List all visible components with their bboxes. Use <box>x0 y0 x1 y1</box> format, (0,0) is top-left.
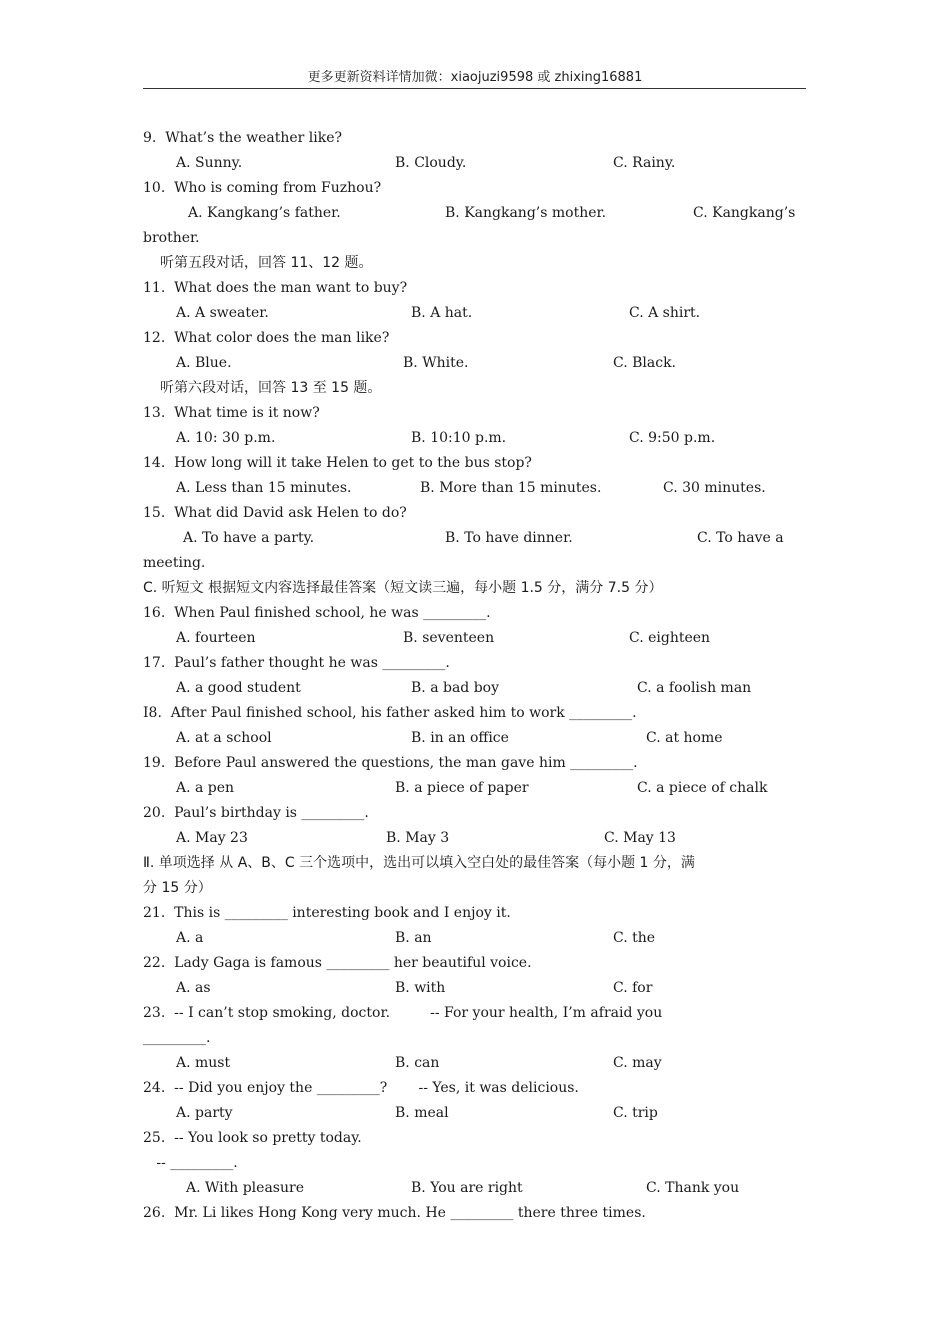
question-10: 10. Who is coming from Fuzhou? <box>143 180 382 196</box>
option-c: C. may <box>613 1055 662 1071</box>
option-c: C. 9:50 p.m. <box>629 430 716 446</box>
options-25 <box>143 1176 806 1201</box>
option-b: B. an <box>395 930 432 946</box>
option-c: C. Kangkang’s <box>693 205 796 221</box>
option-a: A. Sunny. <box>176 155 243 171</box>
question-11: 11. What does the man want to buy? <box>143 280 408 296</box>
question-18: I8. After Paul finished school, his father asked him to work _________. <box>143 705 637 721</box>
question-22: 22. Lady Gaga is famous _________ her beautiful voice. <box>143 955 532 971</box>
options-23 <box>143 1051 806 1076</box>
question-9: 9. What’s the weather like? <box>143 130 343 146</box>
option-a: A. party <box>176 1105 233 1121</box>
page-header: 更多更新资料详情加微：xiaojuzi9598 或 zhixing16881 <box>307 70 643 85</box>
option-c: C. Black. <box>613 355 676 371</box>
option-a: A. To have a party. <box>183 530 315 546</box>
option-c: C. Thank you <box>646 1180 740 1196</box>
option-a: A. A sweater. <box>176 305 269 321</box>
options-11 <box>143 301 806 326</box>
option-c: C. 30 minutes. <box>663 480 766 496</box>
section-instruction-5: 听第五段对话，回答 11、12 题。 <box>160 255 373 271</box>
option-a: A. a pen <box>176 780 235 796</box>
options-17 <box>143 676 806 701</box>
options-10 <box>143 201 806 226</box>
option-b: B. a bad boy <box>411 680 500 696</box>
option-b: B. Kangkang’s mother. <box>445 205 607 221</box>
options-14 <box>143 476 806 501</box>
question-15: 15. What did David ask Helen to do? <box>143 505 407 521</box>
options-12 <box>143 351 806 376</box>
question-26: 26. Mr. Li likes Hong Kong very much. He _________ there three times. <box>143 1205 646 1221</box>
option-b: B. May 3 <box>386 830 450 846</box>
option-c: C. May 13 <box>604 830 676 846</box>
option-b: B. More than 15 minutes. <box>420 480 602 496</box>
option-b: B. with <box>395 980 446 996</box>
question-25-continued: -- _________. <box>143 1155 238 1171</box>
option-b: B. a piece of paper <box>395 780 529 796</box>
question-23-continued: _________. <box>143 1030 211 1046</box>
question-12: 12. What color does the man like? <box>143 330 390 346</box>
exam-content <box>143 126 806 1226</box>
question-24: 24. -- Did you enjoy the _________? -- Yes, it was delicious. <box>143 1080 579 1096</box>
option-a: A. at a school <box>176 730 272 746</box>
question-17: 17. Paul’s father thought he was _________. <box>143 655 450 671</box>
option-b: B. Cloudy. <box>395 155 467 171</box>
question-23: 23. -- I can’t stop smoking, doctor. -- For your health, I’m afraid you <box>143 1005 663 1021</box>
option-b: B. meal <box>395 1105 449 1121</box>
question-14: 14. How long will it take Helen to get to the bus stop? <box>143 455 532 471</box>
option-a: A. fourteen <box>176 630 256 646</box>
question-10-continued: brother. <box>143 230 200 246</box>
option-b: B. 10:10 p.m. <box>411 430 507 446</box>
section-ii-heading-continued: 分 15 分） <box>143 880 212 896</box>
question-20: 20. Paul’s birthday is _________. <box>143 805 369 821</box>
option-a: A. must <box>176 1055 231 1071</box>
option-a: A. With pleasure <box>186 1180 304 1196</box>
question-19: 19. Before Paul answered the questions, the man gave him _________. <box>143 755 638 771</box>
option-c: C. A shirt. <box>629 305 701 321</box>
option-c: C. a foolish man <box>637 680 752 696</box>
option-c: C. trip <box>613 1105 658 1121</box>
option-b: B. To have dinner. <box>445 530 573 546</box>
options-15 <box>143 526 806 551</box>
options-18 <box>143 726 806 751</box>
section-ii-heading: Ⅱ. 单项选择 从 A、B、C 三个选项中，选出可以填入空白处的最佳答案（每小题 1 分，满 <box>143 855 695 871</box>
options-20 <box>143 826 806 851</box>
option-c: C. To have a <box>697 530 784 546</box>
option-b: B. seventeen <box>403 630 495 646</box>
option-a: A. May 23 <box>176 830 248 846</box>
question-15-continued: meeting. <box>143 555 206 571</box>
section-c-heading: C. 听短文 根据短文内容选择最佳答案（短文读三遍，每小题 1.5 分，满分 7.5 分） <box>143 580 663 596</box>
option-c: C. eighteen <box>629 630 711 646</box>
option-b: B. White. <box>403 355 469 371</box>
question-16: 16. When Paul finished school, he was _________. <box>143 605 491 621</box>
options-13 <box>143 426 806 451</box>
question-21: 21. This is _________ interesting book and I enjoy it. <box>143 905 511 921</box>
options-9 <box>143 151 806 176</box>
option-c: C. at home <box>646 730 723 746</box>
question-13: 13. What time is it now? <box>143 405 320 421</box>
option-c: C. for <box>613 980 653 996</box>
option-a: A. Less than 15 minutes. <box>176 480 352 496</box>
options-16 <box>143 626 806 651</box>
option-c: C. a piece of chalk <box>637 780 768 796</box>
option-b: B. A hat. <box>411 305 473 321</box>
option-b: B. can <box>395 1055 440 1071</box>
options-22 <box>143 976 806 1001</box>
section-instruction-6: 听第六段对话，回答 13 至 15 题。 <box>160 380 382 396</box>
option-b: B. in an office <box>411 730 509 746</box>
option-c: C. the <box>613 930 656 946</box>
option-a: A. a good student <box>176 680 301 696</box>
option-b: B. You are right <box>411 1180 523 1196</box>
header-divider <box>143 88 806 89</box>
option-c: C. Rainy. <box>613 155 676 171</box>
options-24 <box>143 1101 806 1126</box>
options-21 <box>143 926 806 951</box>
option-a: A. a <box>176 930 204 946</box>
options-19 <box>143 776 806 801</box>
option-a: A. Blue. <box>176 355 232 371</box>
question-25: 25. -- You look so pretty today. <box>143 1130 362 1146</box>
option-a: A. as <box>176 980 211 996</box>
option-a: A. Kangkang’s father. <box>188 205 341 221</box>
option-a: A. 10: 30 p.m. <box>176 430 276 446</box>
